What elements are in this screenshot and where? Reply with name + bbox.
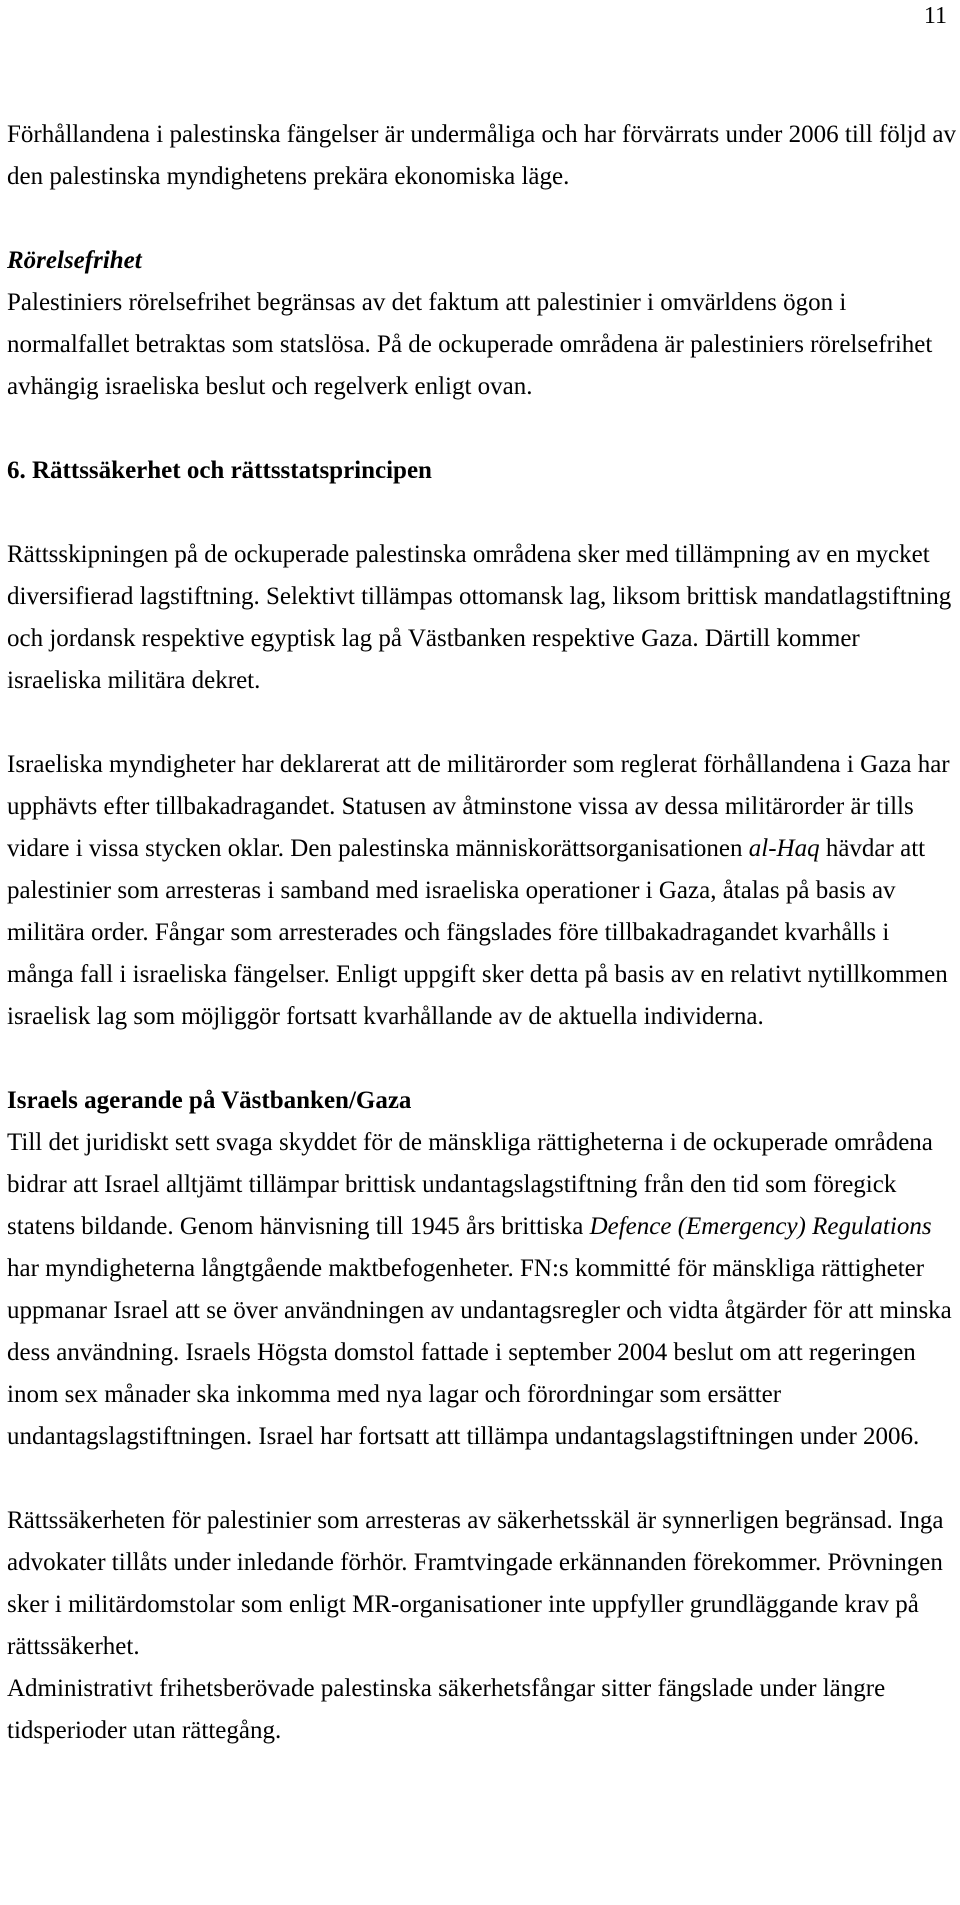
paragraph-emergency-legislation: [7, 1122, 957, 1458]
paragraph-military-orders: [7, 744, 957, 1038]
paragraph-freedom-of-movement: Palestiniers rörelsefrihet begränsas av det faktum att palestinier i omvärldens ögon i normalfallet betraktas som statslösa. På de ockuperade områdena är palestiniers rörelsefrihet avhängig israeliska beslut och regelverk enligt ovan.: [7, 289, 933, 400]
page-number: 11: [923, 3, 947, 29]
section-israel-conduct: [7, 1080, 957, 1458]
paragraph-jurisdiction: Rättsskipningen på de ockuperade palestinska områdena sker med tillämpning av en mycket diversifierad lagstiftning. Selektivt tillämpas ottomansk lag, liksom brittisk mandatlagstiftning och jordansk respektive egyptisk lag på Västbanken respektive Gaza. Därtill kommer israeliska militära dekret.: [7, 541, 952, 694]
paragraph-legal-security: Rättssäkerheten för palestinier som arresteras av säkerhetsskäl är synnerligen begränsad. Inga advokater tillåts under inledande förhör. Framtvingade erkännanden förekommer. Prövningen sker i militärdomstolar som enligt MR-organisationer inte uppfyller grundläggande krav på rättssäkerhet.: [7, 1507, 944, 1660]
heading-israel-conduct: Israels agerande på Västbanken/Gaza: [7, 1087, 412, 1114]
paragraph-emergency-legislation-part-b: har myndigheterna långtgående maktbefogenheter. FN:s kommitté för mänskliga rättigheter uppmanar Israel att se över användningen av undantagsregler och vidta åtgärder för att minska dess användning. Israels Högsta domstol fattade i september 2004 beslut om att regeringen inom sex månader ska inkomma med nya lagar och förordningar som ersätter undantagslagstiftningen. Israel har fortsatt att tillämpa undantagslagstiftningen under 2006.: [7, 1255, 952, 1450]
paragraph-prison-conditions: Förhållandena i palestinska fängelser är undermåliga och har förvärrats under 2006 till följd av den palestinska myndighetens prekära ekonomiska läge.: [7, 121, 956, 190]
heading-section-6: 6. Rättssäkerhet och rättsstatsprincipen: [7, 457, 432, 484]
regulation-title: Defence (Emergency) Regulations: [589, 1213, 932, 1240]
paragraph-administrative-detention: Administrativt frihetsberövade palestinska säkerhetsfångar sitter fängslade under längre tidsperioder utan rättegång.: [7, 1675, 886, 1744]
paragraph-military-orders-part-a: Israeliska myndigheter har deklarerat att de militärorder som reglerat förhållandena i Gaza har upphävts efter tillbakadragandet. Statusen av åtminstone vissa av dessa militärorder är tills vidare i vissa stycken oklar. Den palestinska människorättsorganisationen: [7, 751, 950, 862]
heading-rorelsefrihet: Rörelsefrihet: [7, 247, 142, 274]
paragraph-emergency-legislation-part-a: Till det juridiskt sett svaga skyddet för de mänskliga rättigheterna i de ockuperade områdena bidrar att Israel alltjämt tillämpar brittisk undantagslagstiftning från den tid som föregick statens bildande. Genom hänvisning till 1945 års brittiska: [7, 1129, 933, 1240]
document-body: [7, 114, 957, 1752]
organization-name-al-haq: al-Haq: [748, 835, 820, 862]
section-rorelsefrihet: [7, 240, 957, 408]
paragraph-military-orders-part-b: hävdar att palestinier som arresteras i samband med israeliska operationer i Gaza, åtalas på basis av militära order. Fångar som arresterades och fängslades före tillbakadragandet kvarhålls i många fall i israeliska fängelser. Enligt uppgift sker detta på basis av en relativt nytillkommen israelisk lag som möjliggör fortsatt kvarhållande av de aktuella individerna.: [7, 835, 948, 1030]
